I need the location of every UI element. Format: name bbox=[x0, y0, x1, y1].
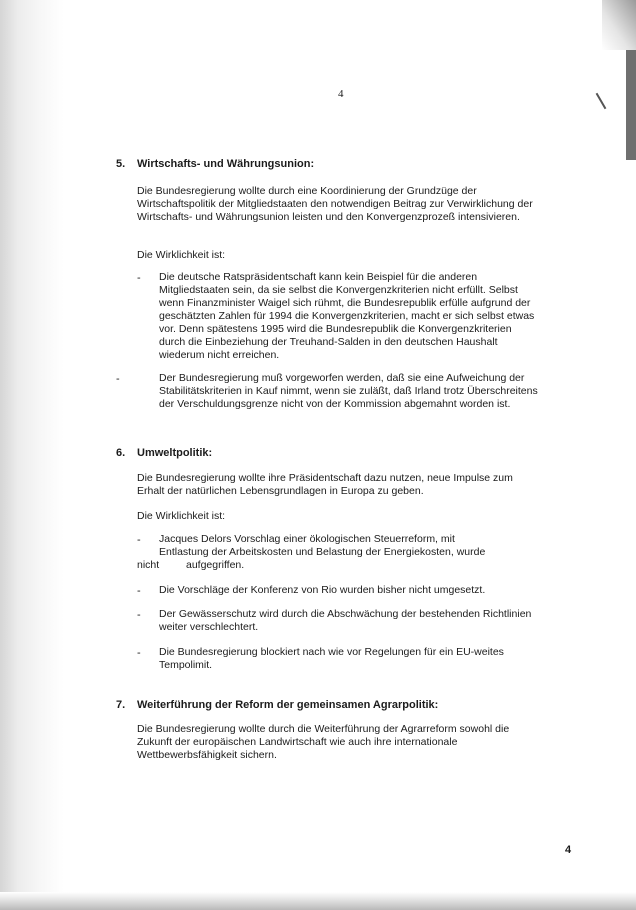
page-number-top: 4 bbox=[338, 88, 344, 100]
section-6-bullet-3: Der Gewässerschutz wird durch die Abschwächung der bestehenden Richtlinien weiter verschlechtert. bbox=[159, 608, 532, 633]
scan-edge-right-bar bbox=[626, 50, 636, 160]
section-title-5: Wirtschafts- und Währungsunion: bbox=[137, 158, 315, 170]
section-6-bullet-2: Die Vorschläge der Konferenz von Rio wurden bisher nicht umgesetzt. bbox=[159, 584, 486, 596]
section-6-bullet-4: Die Bundesregierung blockiert nach wie vor Regelungen für ein EU-weites Tempolimit. bbox=[159, 646, 504, 671]
section-6-bullet-1-line-1: Jacques Delors Vorschlag einer ökologischen Steuerreform, mit bbox=[159, 533, 455, 545]
scan-edge-left bbox=[0, 0, 64, 910]
section-6-bullet-1-tail-left: nicht bbox=[137, 559, 160, 571]
bullet-dash: - bbox=[137, 609, 141, 621]
scan-edge-right bbox=[602, 0, 636, 50]
scan-mark bbox=[596, 93, 607, 110]
section-number-5: 5. bbox=[116, 158, 126, 170]
bullet-dash: - bbox=[137, 534, 141, 546]
page-number-bottom: 4 bbox=[565, 844, 572, 856]
bullet-dash: - bbox=[137, 272, 141, 284]
section-title-6: Umweltpolitik: bbox=[137, 447, 213, 459]
section-6-bullet-1-line-2: Entlastung der Arbeitskosten und Belastung der Energiekosten, wurde bbox=[159, 546, 486, 558]
section-5-intro: Die Bundesregierung wollte durch eine Koordinierung der Grundzüge der Wirtschaftspolitik der Mitgliedstaaten den notwendigen Beitrag zur Verwirklichung der Wirtschafts- und Währungsunion leisten und den Konvergenzprozeß intensivieren. bbox=[137, 185, 533, 223]
scan-edge-bottom bbox=[0, 892, 636, 910]
section-title-7: Weiterführung der Reform der gemeinsamen Agrarpolitik: bbox=[137, 699, 439, 711]
section-5-bullet-2: Der Bundesregierung muß vorgeworfen werden, daß sie eine Aufweichung der Stabilitätskriterien in Kauf nimmt, wenn sie zuläßt, daß Irland trotz Überschreitens der Verschuldungsgrenze nicht von der Kommission abgemahnt worden ist. bbox=[159, 372, 538, 410]
bullet-dash: - bbox=[137, 585, 141, 597]
section-number-6: 6. bbox=[116, 447, 126, 459]
bullet-dash: - bbox=[137, 647, 141, 659]
section-6-intro: Die Bundesregierung wollte ihre Präsidentschaft dazu nutzen, neue Impulse zum Erhalt der natürlichen Lebensgrundlagen in Europa zu geben. bbox=[137, 472, 513, 497]
section-6-bullet-1-tail-right: aufgegriffen. bbox=[186, 559, 245, 571]
section-5-bullet-1: Die deutsche Ratspräsidentschaft kann kein Beispiel für die anderen Mitgliedstaaten sein, da sie selbst die Konvergenzkriterien nicht erfüllt. Selbst wenn Finanzminister Waigel sich rühmt, die Bundesrepublik erfülle aufgrund der geschätzten Zahlen für 1994 die Konvergenzkriterien, macht er sich selbst etwas vor. Denn spätestens 1995 wird die Bundesrepublik die Konvergenzkriterien durch die Einbeziehung der Treuhand-Salden in den deutschen Haushalt wiederum nicht erreichen. bbox=[159, 271, 535, 361]
section-number-7: 7. bbox=[116, 699, 126, 711]
bullet-dash: - bbox=[116, 373, 120, 385]
section-6-reality-label: Die Wirklichkeit ist: bbox=[137, 510, 226, 522]
section-7-intro: Die Bundesregierung wollte durch die Weiterführung der Agrarreform sowohl die Zukunft der europäischen Landwirtschaft wie auch ihre internationale Wettbewerbsfähigkeit sichern. bbox=[137, 723, 510, 761]
section-5-reality-label: Die Wirklichkeit ist: bbox=[137, 249, 226, 261]
